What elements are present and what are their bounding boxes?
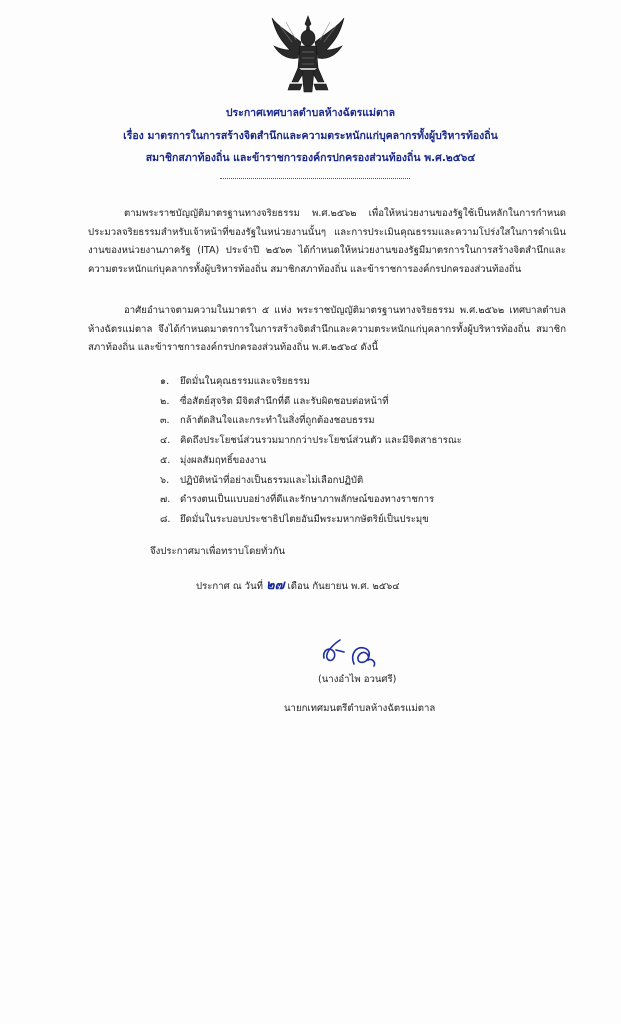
handwritten-signature [318,628,388,674]
announcement-date [196,574,399,595]
date-month: กันยายน [312,581,348,592]
closing-statement: จึงประกาศมาเพื่อทราบโดยทั่วกัน [150,546,286,557]
list-item [160,510,462,530]
measures-list [160,372,462,530]
signer-position: นายกเทศมนตรีตำบลห้างฉัตรแม่ตาล [284,703,436,714]
subject-line-2: สมาชิกสภาท้องถิ่น และข้าราชการองค์กรปกครองส่วนท้องถิ่น พ.ศ.๒๕๖๔ [145,152,476,164]
list-item-number: ๓. [160,415,170,427]
announcement-title: ประกาศเทศบาลตำบลห้างฉัตรแม่ตาล [225,107,396,119]
dotted-divider [220,178,410,179]
paragraph-2 [88,302,566,358]
list-item-number: ๔. [160,435,171,447]
list-item-number: ๖. [160,474,170,486]
paragraph-1 [88,205,566,279]
list-item-number: ๕. [160,454,171,466]
list-item-text: ดำรงตนเป็นแบบอย่างที่ดีและรักษาภาพลักษณ์ของทางราชการ [180,494,435,506]
paragraph-1-text: ตามพระราชบัญญัติมาตรฐานทางจริยธรรม พ.ศ.๒๕๖๒ เพื่อให้หน่วยงานของรัฐใช้เป็นหลักในการกำหนดประมวลจริยธรรมสำหรับเจ้าหน้าที่ของรัฐในหน่วยงานนั้นๆ และการประเมินคุณธรรมและความโปร่งใสในการดำเนินงานของหน่วยงานภาครัฐ (ITA) ประจำปี ๒๕๖๓ ได้กำหนดให้หน่วยงานของรัฐมีมาตรการในการสร้างจิตสำนึกและความตระหนักแก่บุคลากรทั้งผู้บริหารท้องถิ่น สมาชิกสภาท้องถิ่น และข้าราชการองค์กรปกครองส่วนท้องถิ่น [88,208,566,275]
list-item-text: มุ่งผลสัมฤทธิ์ของงาน [180,454,267,466]
date-year: พ.ศ. ๒๕๖๔ [350,581,400,592]
paragraph-2-text: อาศัยอำนาจตามความในมาตรา ๕ แห่ง พระราชบัญญัติมาตรฐานทางจริยธรรม พ.ศ.๒๕๖๒ เทศบาลตำบลห้างฉัตรแม่ตาล จึงได้กำหนดมาตรการในการสร้างจิตสำนึกและความตระหนักแก่บุคลากรทั้งผู้บริหารท้องถิ่น สมาชิกสภาท้องถิ่น และข้าราชการองค์กรปกครองส่วนท้องถิ่น พ.ศ.๒๕๖๔ ดังนี้ [88,305,566,353]
list-item-number: ๘. [160,513,171,525]
list-item-number: ๗. [160,494,171,506]
list-item [160,431,462,451]
list-item [160,451,462,471]
list-item [160,490,462,510]
list-item-text: ซื่อสัตย์สุจริต มีจิตสำนึกที่ดี และรับผิดชอบต่อหน้าที่ [180,395,389,407]
garuda-emblem-icon [268,12,348,100]
list-item-text: ยึดมั่นในระบอบประชาธิปไตยอันมีพระมหากษัตริย์เป็นประมุข [180,513,429,525]
list-item [160,392,462,412]
list-item-text: ปฏิบัติหน้าที่อย่างเป็นธรรมและไม่เลือกปฏิบัติ [180,474,364,486]
date-prefix: ประกาศ ณ วันที่ [196,581,263,592]
list-item-number: ๑. [160,376,170,387]
list-item-number: ๒. [160,395,170,407]
list-item-text: ยึดมั่นในคุณธรรมและจริยธรรม [180,376,310,387]
date-month-label: เดือน [287,581,310,592]
subject-line-1: เรื่อง มาตรการในการสร้างจิตสำนึกและความตระหนักแก่บุคลากรทั้งผู้บริหารท้องถิ่น [123,130,498,142]
date-day: ๒๗ [266,578,285,593]
signer-name: (นางอำไพ อวนศรี) [318,674,397,685]
list-item-text: คิดถึงประโยชน์ส่วนรวมมากกว่าประโยชน์ส่วนตัว และมีจิตสาธารณะ [180,435,462,447]
list-item [160,372,462,392]
list-item-text: กล้าตัดสินใจและกระทำในสิ่งที่ถูกต้องชอบธรรม [180,415,375,427]
list-item [160,411,462,431]
list-item [160,471,462,491]
